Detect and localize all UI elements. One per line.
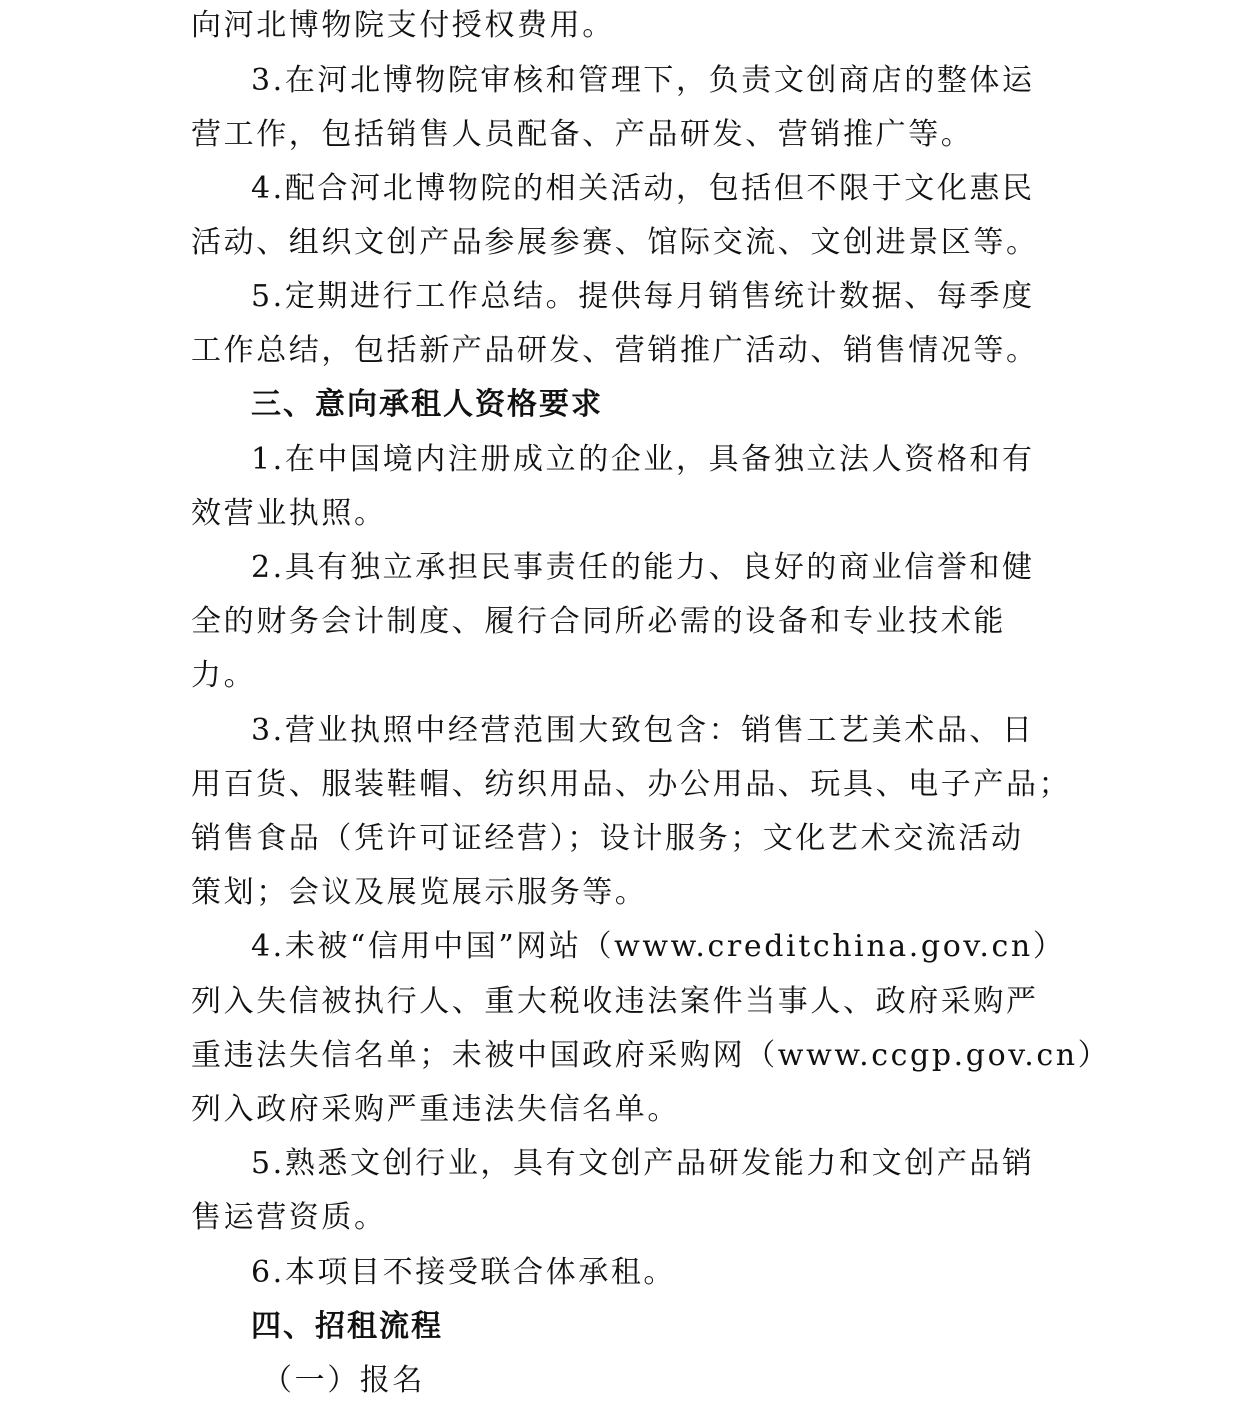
text-line: 向河北博物院支付授权费用。 [191,8,615,43]
section-heading: 三、意向承租人资格要求 [251,387,603,422]
text-line: 5.定期进行工作总结。提供每月销售统计数据、每季度 [251,279,1035,314]
text-line: 活动、组织文创产品参展参赛、馆际交流、文创进景区等。 [191,225,1039,260]
text-line: 列入政府采购严重违法失信名单。 [191,1092,680,1127]
text-line: 2.具有独立承担民事责任的能力、良好的商业信誉和健 [251,550,1035,585]
text-line: 5.熟悉文创行业，具有文创产品研发能力和文创产品销 [251,1146,1035,1181]
section-heading: 四、招租流程 [251,1309,443,1344]
text-line: 售运营资质。 [191,1200,387,1235]
text-line: 4.未被“信用中国”网站（www.creditchina.gov.cn） [251,929,1066,964]
text-line: 营工作，包括销售人员配备、产品研发、营销推广等。 [191,117,974,152]
text-line: 工作总结，包括新产品研发、营销推广活动、销售情况等。 [191,333,1039,368]
text-line: 用百货、服装鞋帽、纺织用品、办公用品、玩具、电子产品； [191,767,1072,802]
sub-heading: （一）报名 [262,1363,425,1398]
text-line: 策划；会议及展览展示服务等。 [191,875,648,910]
text-line: 重违法失信名单；未被中国政府采购网（www.ccgp.gov.cn） [191,1038,1111,1073]
text-line: 1.在中国境内注册成立的企业，具备独立法人资格和有 [251,442,1035,477]
text-line: 4.配合河北博物院的相关活动，包括但不限于文化惠民 [251,171,1035,206]
text-line: 全的财务会计制度、履行合同所必需的设备和专业技术能 [191,604,1006,639]
text-line: 销售食品（凭许可证经营）；设计服务；文化艺术交流活动 [191,821,1024,856]
text-line: 6.本项目不接受联合体承租。 [251,1255,677,1290]
text-line: 列入失信被执行人、重大税收违法案件当事人、政府采购严 [191,984,1039,1019]
text-line: 效营业执照。 [191,496,387,531]
text-line: 3.营业执照中经营范围大致包含：销售工艺美术品、日 [251,713,1035,748]
text-line: 3.在河北博物院审核和管理下，负责文创商店的整体运 [251,63,1035,98]
text-line: 力。 [191,658,257,693]
